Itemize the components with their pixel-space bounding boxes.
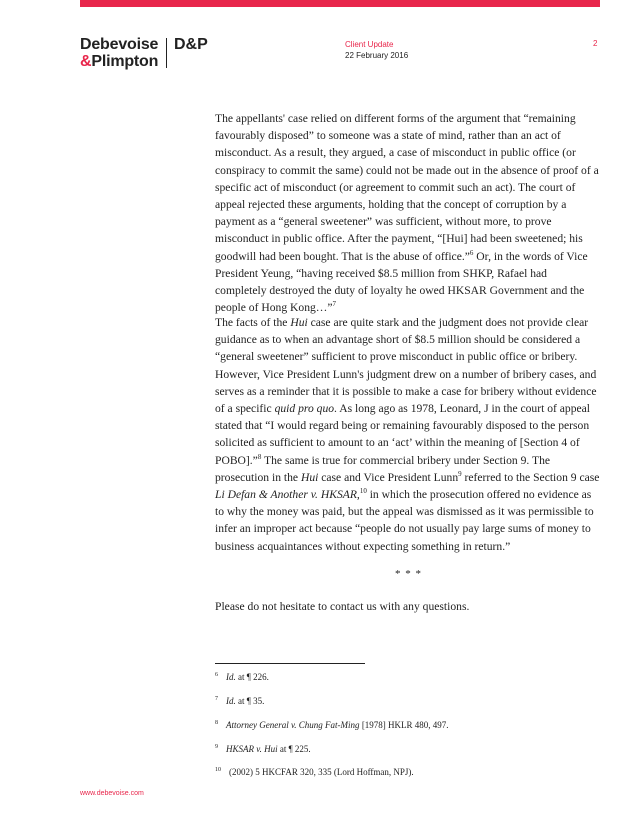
p2-hui-1: Hui xyxy=(290,316,308,329)
p2-text-e: case and Vice President Lunn xyxy=(318,470,459,484)
logo-ampersand: & xyxy=(80,53,92,70)
p2-text-g: in which the prosecution offered no evidence as to why the money was paid, but the appeal was dismissed as it was permissible to infer an improper act because “people do not usually pay large sums of money to business acquaintances without expecting something in return.” xyxy=(215,488,594,553)
p2-text-a: The facts of the xyxy=(215,316,291,329)
p2-case-name: Li Defan & Another v. HKSAR, xyxy=(215,488,360,502)
footnote-number: 9 xyxy=(215,744,218,750)
footer-url[interactable]: www.debevoise.com xyxy=(80,790,144,797)
paragraph-2 xyxy=(215,314,600,555)
logo-line2 xyxy=(80,53,230,70)
paragraph-3: Please do not hesitate to contact us with any questions. xyxy=(215,600,470,613)
footnote-number: 6 xyxy=(215,672,218,678)
footnote-ref-9: 9 xyxy=(458,469,462,478)
p1-text-b: Or, in the words of Vice President Yeung, “having received $8.5 million from SHKP, Rafael had completely destroyed the duty of loyalty he owed HKSAR Government and the people of Hong Kong…” xyxy=(215,249,588,315)
footnote-7 xyxy=(215,696,264,706)
p2-text-b: case are quite stark and the judgment does not provide clear guidance as to when an advantage short of $8.5 million should be considered a “general sweetener” sufficient to prove misconduct in public office or bribery. However, Vice President Lunn's judgment drew on a number of bribery cases, and serves as a reminder that it is possible to make a case for bribery without evidence of a specific xyxy=(215,316,597,416)
logo-plimpton: Plimpton xyxy=(91,53,159,70)
paragraph-1 xyxy=(215,110,600,316)
footnote-ref-10: 10 xyxy=(359,487,367,496)
footnote-text: at ¶ 226. xyxy=(235,672,269,682)
footnote-9 xyxy=(215,744,311,754)
logo-separator xyxy=(166,38,167,68)
footnote-italic: Id. xyxy=(226,696,236,706)
footnote-text: (2002) 5 HKCFAR 320, 335 (Lord Hoffman, NPJ). xyxy=(229,767,414,777)
footnote-10 xyxy=(215,767,414,777)
firm-logo xyxy=(80,36,230,70)
footnote-rule xyxy=(215,663,365,664)
footnote-number: 7 xyxy=(215,696,218,702)
footnote-text: at ¶ 35. xyxy=(235,696,265,706)
p2-text-c: . As long ago as 1978, Leonard, J in the court of appeal stated that “I would regard being or remaining favourably disposed to the person solicited as sufficient to amount to an ‘act’ within the meaning of [Section 4 of POBO].” xyxy=(215,402,591,467)
footnote-text: at ¶ 225. xyxy=(277,744,311,754)
doc-type: Client Update xyxy=(345,40,394,49)
top-accent-bar xyxy=(80,0,600,7)
doc-date: 22 February 2016 xyxy=(345,51,409,60)
footnote-ref-7: 7 xyxy=(332,300,337,309)
section-divider: * * * xyxy=(395,568,422,580)
header-meta xyxy=(345,39,408,61)
footnote-ref-8: 8 xyxy=(257,452,262,461)
p2-text-d: The same is true for commercial bribery under Section 9. The prosecution in the xyxy=(215,453,551,484)
page-number: 2 xyxy=(593,39,598,48)
footnote-italic: HKSAR v. Hui xyxy=(226,744,278,754)
p1-text-a: The appellants' case relied on different forms of the argument that “remaining favourably disposed” to someone was a state of mind, rather than an act of misconduct. As a result, they argued, a case of misconduct in public office (or conspiracy to commit the same) could not be made out in the absence of proof of a specific act of misconduct (or agreement to commit such an act). The court of appeal rejected these arguments, holding that the concept of corruption by a payment as a “general sweetener” was sufficient, without more, to prove misconduct in public office. After the payment, “[Hui] had been sweetened; his goodwill had been bought. That is the abuse of office.” xyxy=(215,112,599,263)
footnote-italic: Id. xyxy=(226,672,236,682)
footnote-number: 8 xyxy=(215,720,218,726)
p2-quid-pro-quo: quid pro quo xyxy=(274,402,335,416)
footnote-ref-6: 6 xyxy=(469,248,474,257)
footnote-8 xyxy=(215,720,449,730)
footnote-number: 10 xyxy=(215,767,221,773)
footnote-text: [1978] HKLR 480, 497. xyxy=(359,720,449,730)
p2-text-f: referred to the Section 9 case xyxy=(461,470,600,484)
logo-line1: Debevoise xyxy=(80,36,159,53)
logo-dp: D&P xyxy=(174,36,208,53)
footnote-italic: Attorney General v. Chung Fat-Ming xyxy=(226,720,360,730)
footnote-6 xyxy=(215,672,269,682)
p2-hui-2: Hui xyxy=(300,470,319,484)
